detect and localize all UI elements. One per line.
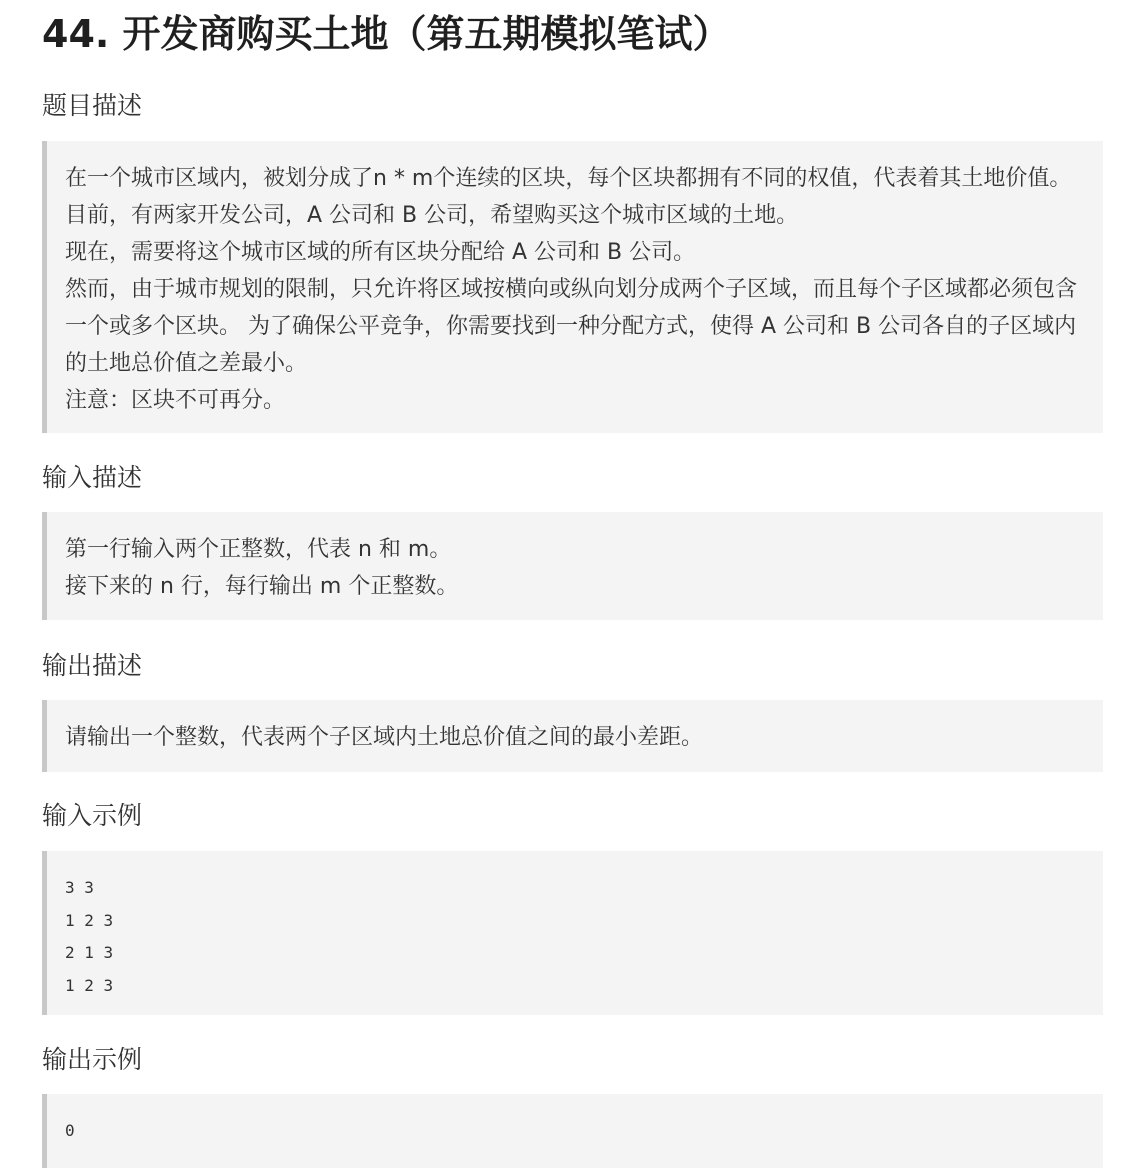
input-paragraph: 第一行输入两个正整数，代表 n 和 m。	[65, 537, 452, 562]
description-paragraph: 在一个城市区域内，被划分成了n * m个连续的区块，每个区块都拥有不同的权值，代表着其土地价值。目前，有两家开发公司，A 公司和 B 公司，希望购买这个城市区域的土地。	[65, 166, 1072, 228]
code-line: 2 1 3	[65, 943, 114, 962]
description-block	[42, 141, 1103, 433]
output-example-code	[42, 1094, 1103, 1168]
page-title: 44. 开发商购买土地（第五期模拟笔试）	[42, 12, 731, 56]
code-line: 1 2 3	[65, 910, 114, 930]
input-example-code	[42, 851, 1103, 1015]
input-block	[42, 512, 1103, 620]
input-example-heading: 输入示例	[42, 801, 143, 830]
output-paragraph: 请输出一个整数，代表两个子区域内土地总价值之间的最小差距。	[65, 725, 704, 750]
description-paragraph: 注意：区块不可再分。	[65, 388, 286, 413]
input-paragraph: 接下来的 n 行，每行输出 m 个正整数。	[65, 574, 459, 599]
output-heading: 输出描述	[42, 651, 143, 680]
description-paragraph: 现在，需要将这个城市区域的所有区块分配给 A 公司和 B 公司。	[65, 240, 696, 265]
description-heading: 题目描述	[42, 91, 143, 120]
code-line: 0	[65, 1121, 75, 1140]
code-line: 1 2 3	[65, 975, 114, 995]
description-paragraph: 然而，由于城市规划的限制，只允许将区域按横向或纵向划分成两个子区域，而且每个子区域都必须包含一个或多个区块。 为了确保公平竞争，你需要找到一种分配方式，使得 A 公司和 B 公司各自的子区域内的土地总价值之差最小。	[65, 277, 1078, 376]
output-block	[42, 700, 1103, 772]
input-heading: 输入描述	[42, 463, 143, 492]
output-example-heading: 输出示例	[42, 1045, 143, 1074]
code-line: 3 3	[65, 878, 94, 897]
